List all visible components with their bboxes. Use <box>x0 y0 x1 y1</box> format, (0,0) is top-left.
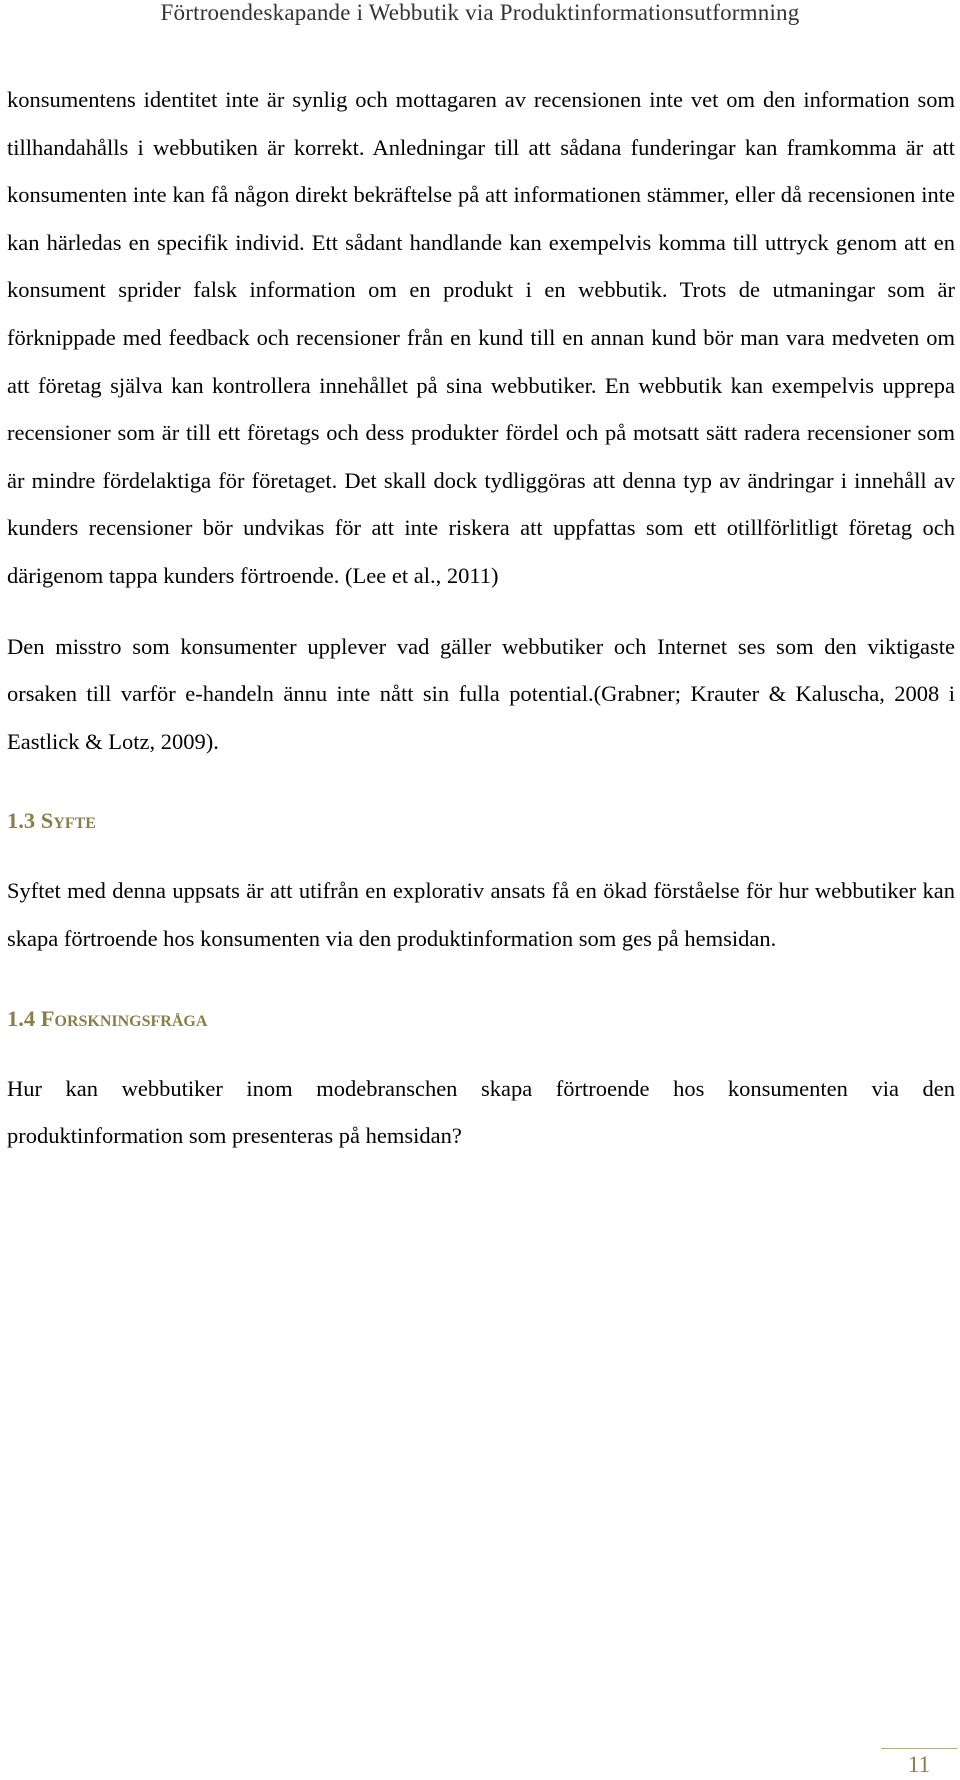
section-heading-forskningsfraga <box>7 995 955 1042</box>
body-paragraph-distrust: Den misstro som konsumenter upplever vad gäller webbutiker och Internet ses som den viktigaste orsaken till varför e-handeln ännu inte nått sin fulla potential.(Grabner; Krauter & Kaluscha, 2008 i Eastlick & Lotz, 2009). <box>7 633 955 754</box>
section-title: Syfte <box>40 808 96 834</box>
section-body-forskningsfraga: Hur kan webbutiker inom modebranschen skapa förtroende hos konsumenten via den produktinformation som presenteras på hemsidan? <box>7 1075 955 1149</box>
section-number: 1.4 <box>7 1005 36 1031</box>
section-heading-syfte <box>7 797 955 844</box>
page-body <box>7 76 955 1160</box>
section-body-syfte: Syftet med denna uppsats är att utifrån en explorativ ansats få en ökad förståelse för hur webbutiker kan skapa förtroende hos konsumenten via den produktinformation som ges på hemsidan. <box>7 878 955 951</box>
body-paragraph-reviews: konsumentens identitet inte är synlig och mottagaren av recensionen inte vet om den information som tillhandahålls i webbutiken är korrekt. Anledningar till att sådana funderingar kan framkomma är att konsumenten inte kan få någon direkt bekräftelse på att informationen stämmer, eller då recensionen inte kan härledas en specifik individ. Ett sådant handlande kan exempelvis komma till uttryck genom att en konsument sprider falsk information om en produkt i en webbutik. Trots de utmaningar som är förknippade med feedback och recensioner från en kund till en annan kund bör man vara medveten om att företag själva kan kontrollera innehållet på sina webbutiker. En webbutik kan exempelvis upprepa recensioner som är till ett företags och dess produkter fördel och på motsatt sätt radera recensioner som är mindre fördelaktiga för företaget. Det skall dock tydliggöras att denna typ av ändringar i innehåll av kunders recensioner bör undvikas för att inte riskera att uppfattas som ett otillförlitligt företag och därigenom tappa kunders förtroende. (Lee et al., 2011) <box>7 87 955 588</box>
footer-rule <box>881 1748 957 1749</box>
running-header: Förtroendeskapande i Webbutik via Produktinformationsutformning <box>160 0 800 25</box>
page-number: 11 <box>907 1752 931 1777</box>
section-number: 1.3 <box>7 808 36 834</box>
section-title: Forskningsfråga <box>40 1005 208 1031</box>
